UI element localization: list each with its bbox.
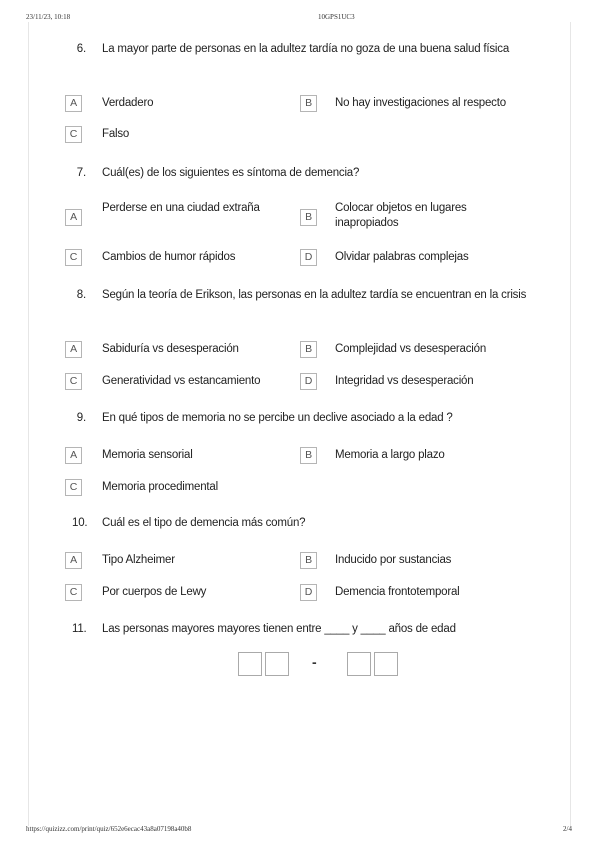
page-number: 2/4 xyxy=(563,825,572,833)
option-letter-box: A xyxy=(65,341,82,358)
print-url: https://quizizz.com/print/quiz/652e6ecac43a8a07198a40b8 xyxy=(26,825,192,833)
option-letter-box: D xyxy=(300,373,317,390)
option-letter-box: C xyxy=(65,584,82,601)
option-text: Por cuerpos de Lewy xyxy=(102,586,207,598)
option-text: Memoria a largo plazo xyxy=(335,449,445,461)
answer-box-2[interactable] xyxy=(265,652,289,676)
option-letter-box: B xyxy=(300,341,317,358)
option-b[interactable] xyxy=(0,95,570,113)
option-text: Memoria procedimental xyxy=(102,481,218,493)
option-b[interactable] xyxy=(0,201,570,235)
option-letter-box: A xyxy=(65,552,82,569)
print-datetime: 23/11/23, 10:18 xyxy=(26,13,71,21)
option-letter-box: D xyxy=(300,584,317,601)
question-8 xyxy=(0,288,599,320)
question-text: Según la teoría de Erikson, las personas en la adultez tardía se encuentran en la crisis xyxy=(102,289,527,301)
option-text: Generatividad vs estancamiento xyxy=(102,375,261,387)
option-text: Demencia frontotemporal xyxy=(335,586,460,598)
question-text: En qué tipos de memoria no se percibe un declive asociado a la edad ? xyxy=(102,412,453,424)
option-text: Tipo Alzheimer xyxy=(102,554,175,566)
option-letter-box: B xyxy=(300,209,317,226)
option-letter-box: C xyxy=(65,373,82,390)
option-text: Falso xyxy=(102,128,130,140)
option-b[interactable] xyxy=(0,552,570,570)
question-6 xyxy=(0,42,599,74)
option-letter-box: B xyxy=(300,552,317,569)
option-text: Olvidar palabras complejas xyxy=(335,251,469,263)
option-d[interactable] xyxy=(0,249,570,267)
option-c[interactable] xyxy=(0,479,300,497)
option-letter-box: A xyxy=(65,209,82,226)
question-number: 9. xyxy=(76,412,86,424)
option-text: Perderse en una ciudad extraña xyxy=(102,202,260,214)
question-number: 8. xyxy=(76,289,86,301)
answer-box-4[interactable] xyxy=(374,652,398,676)
option-text: Integridad vs desesperación xyxy=(335,375,474,387)
option-letter-box: B xyxy=(300,95,317,112)
option-letter-box: A xyxy=(65,447,82,464)
option-text: Inducido por sustancias xyxy=(335,554,452,566)
question-text: Las personas mayores mayores tienen entre ____ y ____ años de edad xyxy=(102,623,456,635)
question-number: 7. xyxy=(76,167,86,179)
option-text: Sabiduría vs desesperación xyxy=(102,343,239,355)
answer-separator: - xyxy=(312,654,317,670)
print-doc-title: 10GPS1UC3 xyxy=(318,13,355,21)
question-text: La mayor parte de personas en la adultez tardía no goza de una buena salud física xyxy=(102,43,510,55)
answer-box-1[interactable] xyxy=(238,652,262,676)
option-text: Complejidad vs desesperación xyxy=(335,343,487,355)
question-10 xyxy=(0,516,599,532)
option-letter-box: C xyxy=(65,249,82,266)
question-11 xyxy=(0,622,599,638)
option-letter-box: B xyxy=(300,447,317,464)
option-text: Verdadero xyxy=(102,97,154,109)
option-text: No hay investigaciones al respecto xyxy=(335,97,506,109)
question-text: Cuál es el tipo de demencia más común? xyxy=(102,517,306,529)
option-letter-box: C xyxy=(65,479,82,496)
question-number: 6. xyxy=(76,43,86,55)
option-c[interactable] xyxy=(0,126,300,144)
option-text: Cambios de humor rápidos xyxy=(102,251,236,263)
option-text: Memoria sensorial xyxy=(102,449,193,461)
option-d[interactable] xyxy=(0,373,570,391)
question-text: Cuál(es) de los siguientes es síntoma de demencia? xyxy=(102,167,360,179)
question-9 xyxy=(0,411,599,427)
question-number: 10. xyxy=(72,517,88,529)
option-letter-box: C xyxy=(65,126,82,143)
question-7 xyxy=(0,166,599,182)
option-b[interactable] xyxy=(0,447,570,465)
option-letter-box: D xyxy=(300,249,317,266)
option-text: Colocar objetos en lugares inapropiados xyxy=(335,202,467,229)
question-number: 11. xyxy=(72,623,87,635)
option-b[interactable] xyxy=(0,341,570,359)
answer-box-3[interactable] xyxy=(347,652,371,676)
option-letter-box: A xyxy=(65,95,82,112)
option-d[interactable] xyxy=(0,584,570,602)
